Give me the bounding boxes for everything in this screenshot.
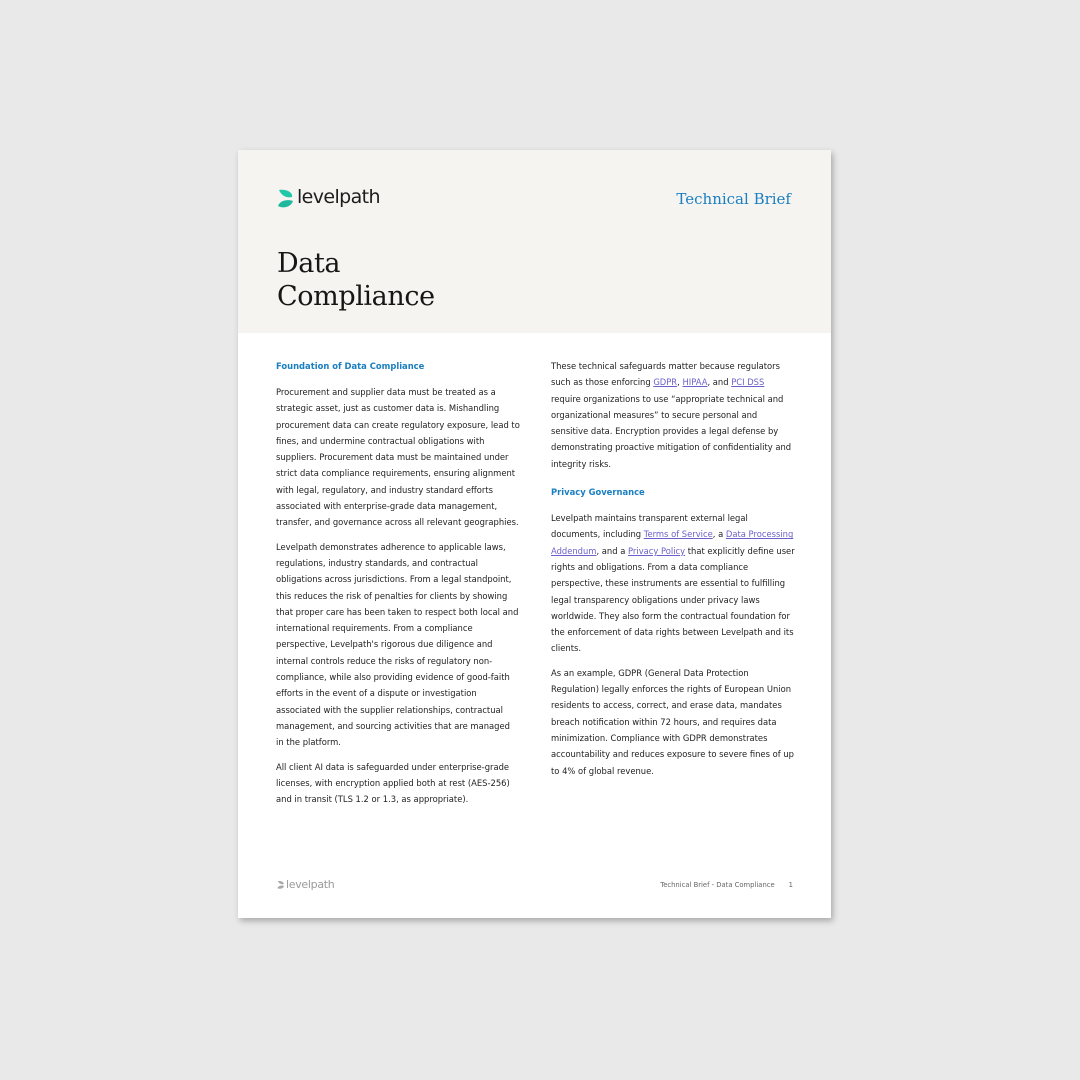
footer-wordmark: levelpath xyxy=(286,878,335,891)
terms-of-service-link[interactable]: Terms of Service xyxy=(643,529,713,540)
text: , and xyxy=(707,377,732,388)
paragraph: Levelpath demonstrates adherence to applicable laws, regulations, industry standards, and contractual obligations across jurisdictions. From a legal standpoint, this reduces the risk of penalties for clients by showing that proper care has been taken to respect both local and international requirements. From a compliance perspective, Levelpath's rigorous due diligence and internal controls reduce the risks of regulatory non-compliance, while also providing evidence of good-faith efforts in the event of a dispute or investigation associated with the supplier relationships, contractual management, and sourcing activities that are managed in the platform. xyxy=(276,541,519,748)
text: that explicitly define user rights and obligations. From a data compliance perspective, these instruments are essential to fulfilling legal transparency obligations under privacy laws worldwide. They also form the contractual foundation for the enforcement of data rights between Levelpath and its clients. xyxy=(551,545,795,654)
document-type-label: Technical Brief xyxy=(676,190,791,208)
pci-dss-link[interactable]: PCI DSS xyxy=(731,377,765,388)
title-line-1: Data xyxy=(277,248,341,279)
text: require organizations to use “appropriate technical and organizational measures” to secure personal and sensitive data. Encryption provides a legal defense by demonstrating proactive mitigation of confidentiality and integrity risks. xyxy=(551,393,792,469)
paragraph-safeguards xyxy=(551,358,796,472)
data-processing-addendum-link[interactable]: Data Processing Addendum xyxy=(551,529,794,556)
footer-label: Technical Brief - Data Compliance xyxy=(660,881,775,889)
left-column xyxy=(276,358,520,815)
hipaa-link[interactable]: HIPAA xyxy=(682,377,708,388)
section-heading-foundation: Foundation of Data Compliance xyxy=(276,361,425,371)
page-number: 1 xyxy=(788,881,793,889)
right-column xyxy=(551,358,796,787)
logo-wordmark: levelpath xyxy=(297,186,380,208)
text: These technical safeguards matter because regulators such as those enforcing xyxy=(551,361,780,388)
page-title xyxy=(277,247,435,313)
paragraph-gdpr-example: As an example, GDPR (General Data Protection Regulation) legally enforces the rights of European Union residents to access, correct, and erase data, mandates breach notification within 72 hours, and requires data minimization. Compliance with GDPR demonstrates accountability and reduces exposure to severe fines of up to 4% of global revenue. xyxy=(551,667,794,776)
gdpr-link[interactable]: GDPR xyxy=(653,377,678,388)
paragraph: Procurement and supplier data must be treated as a strategic asset, just as customer data is. Mishandling procurement data can create regulatory exposure, lead to fines, and undermine contractual obligations with suppliers. Procurement data must be maintained under strict data compliance requirements, ensuring alignment with legal, regulatory, and industry standard efforts associated with enterprise-grade data management, transfer, and governance across all relevant geographies. xyxy=(276,387,520,528)
paragraph: All client AI data is safeguarded under enterprise-grade licenses, with encryption applied both at rest (AES-256) and in transit (TLS 1.2 or 1.3, as appropriate). xyxy=(276,761,510,805)
page-footer xyxy=(660,881,793,889)
section-heading-privacy-governance: Privacy Governance xyxy=(551,487,645,498)
text: Levelpath maintains transparent external legal documents, including xyxy=(551,513,748,540)
paragraph-legal-documents xyxy=(551,510,796,657)
leaf-logo-icon xyxy=(277,188,295,212)
text: , xyxy=(677,377,683,388)
privacy-policy-link[interactable]: Privacy Policy xyxy=(628,545,686,556)
page-header xyxy=(238,150,831,333)
text: , a xyxy=(712,529,726,540)
text: , and a xyxy=(596,545,629,556)
leaf-logo-icon xyxy=(277,880,285,891)
document-page xyxy=(238,150,831,918)
title-line-2: Compliance xyxy=(277,281,435,312)
